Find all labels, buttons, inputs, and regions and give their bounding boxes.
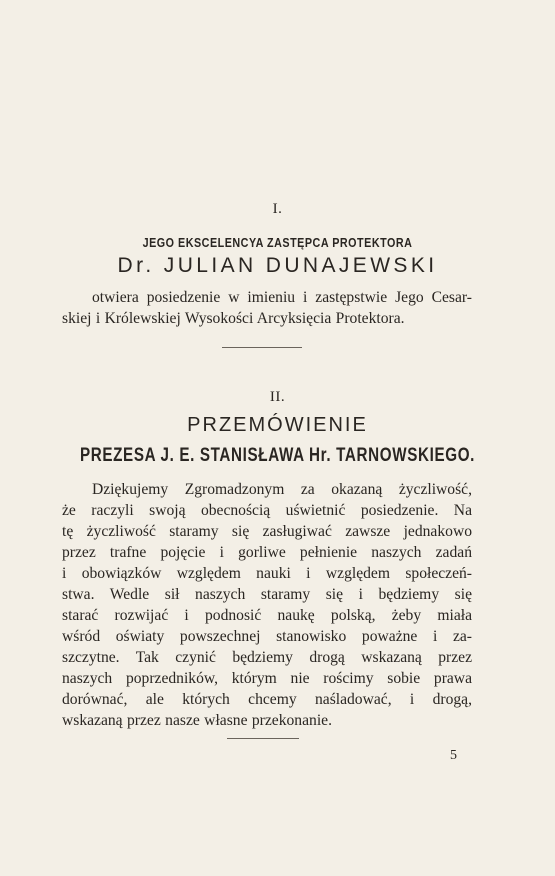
section-2-paragraph xyxy=(62,479,472,731)
paragraph-line: skiej i Królewskiej Wysokości Arcyksięcia Protektora. xyxy=(62,310,405,327)
end-divider xyxy=(227,738,299,739)
paragraph-line: wskazaną przez nasze własne przekonanie. xyxy=(62,712,332,729)
section-2-title-line1: PRZEMÓWIENIE xyxy=(187,414,368,436)
section-1-paragraph xyxy=(62,287,472,329)
paragraph-line: że raczyli swoją obecnością uświetnić posiedzenie. Na xyxy=(62,502,472,519)
section-divider xyxy=(222,347,302,348)
paragraph-line: otwiera posiedzenie w imieniu i zastępstwie Jego Cesar- xyxy=(92,289,472,306)
paragraph-line: naszych poprzedników, którym nie rościmy sobie prawa xyxy=(62,670,472,687)
paragraph-line: wśród oświaty powszechnej stanowisko poważne i za- xyxy=(62,628,472,645)
page-number: 5 xyxy=(450,748,457,763)
paragraph-line: i obowiązków względem nauki i względem społeczeń- xyxy=(62,565,472,582)
paragraph-line: przez trafne pojęcie i gorliwe pełnienie naszych zadań xyxy=(62,544,472,561)
section-2-title-line2: PREZESA J. E. STANISŁAWA Hr. TARNOWSKIEGO. xyxy=(79,445,476,466)
paragraph-line: stwa. Wedle sił naszych staramy się i będziemy się xyxy=(62,586,472,603)
paragraph-line: starać rozwijać i podnosić naukę polską, żeby miała xyxy=(62,607,472,624)
section-1-title-line1: JEGO EKSCELENCYA ZASTĘPCA PROTEKTORA xyxy=(142,236,413,250)
paragraph-line: szczytne. Tak czynić będziemy drogą wskazaną przez xyxy=(62,649,472,666)
section-1-title-line2: Dr. JULIAN DUNAJEWSKI xyxy=(117,254,438,277)
paragraph-line: tę życzliwość staramy się zasługiwać zawsze jednakowo xyxy=(62,523,472,540)
section-number-1: I. xyxy=(272,201,283,217)
paragraph-line: dorównać, ale których chcemy naśladować, i drogą, xyxy=(62,691,472,708)
paragraph-line: Dziękujemy Zgromadzonym za okazaną życzliwość, xyxy=(92,481,472,498)
section-number-2: II. xyxy=(269,389,286,405)
